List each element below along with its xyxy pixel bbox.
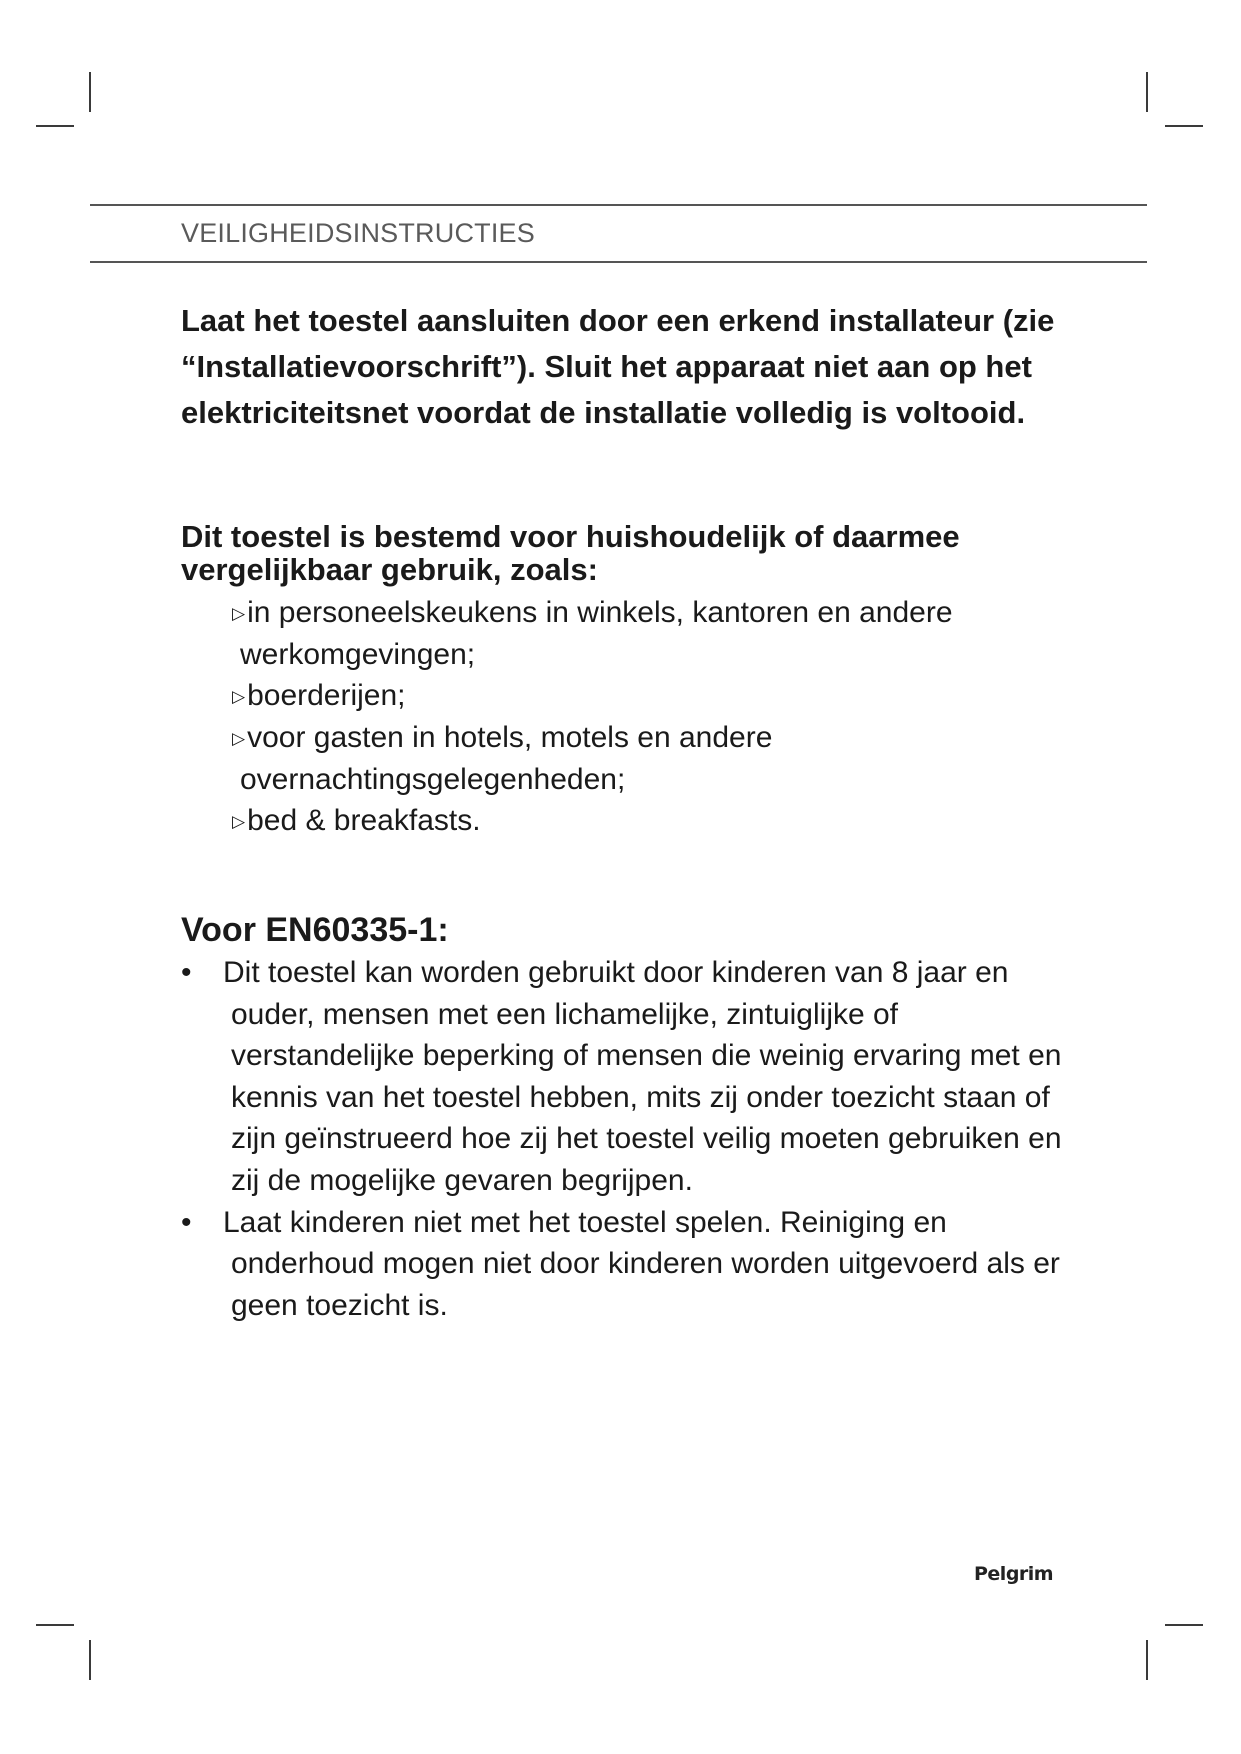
crop-mark-bottom-left-vertical: [89, 1640, 91, 1680]
triangle-bullet-icon: ▷: [232, 604, 246, 623]
triangle-bullet-icon: ▷: [232, 729, 246, 748]
en60335-heading: Voor EN60335-1:: [181, 911, 449, 949]
section-title: VEILIGHEIDSINSTRUCTIES: [181, 218, 535, 248]
list-item-text: Dit toestel kan worden gebruikt door kinderen van 8 jaar en ouder, mensen met een lichamelijke, zintuiglijke of verstandelijke beperking of mensen die weinig ervaring met en kennis van het toestel hebben, mits zij onder toezicht staan of zijn geïnstrueerd hoe zij het toestel veilig moeten gebruiken en zij de mogelijke gevaren begrijpen.: [223, 956, 1062, 1197]
list-item: [232, 592, 1082, 675]
crop-mark-top-left-vertical: [89, 72, 91, 112]
crop-mark-top-right-horizontal: [1165, 125, 1203, 127]
list-item-text: boerderijen;: [247, 679, 406, 712]
list-item: [181, 1202, 1081, 1327]
bullet-icon: •: [181, 1205, 192, 1239]
usage-list: [232, 592, 1082, 842]
triangle-bullet-icon: ▷: [232, 687, 246, 706]
header-rule-top: [90, 204, 1147, 206]
list-item-text: bed & breakfasts.: [247, 804, 481, 837]
list-item: [181, 952, 1081, 1202]
crop-mark-bottom-right-horizontal: [1165, 1624, 1203, 1626]
brand-logo: Pelgrim: [974, 1563, 1054, 1585]
header-rule-bottom: [90, 261, 1147, 263]
installation-warning: Laat het toestel aansluiten door een erkend installateur (zie “Installatievoorschrift”). Sluit het apparaat niet aan op het elektriciteitsnet voordat de installatie volledig is voltooid.: [181, 303, 1055, 430]
crop-mark-bottom-left-horizontal: [36, 1624, 74, 1626]
list-item-text: voor gasten in hotels, motels en andere: [247, 721, 773, 754]
usage-heading: Dit toestel is bestemd voor huishoudelijk of daarmee vergelijkbaar gebruik, zoals:: [181, 519, 960, 587]
list-item-text-continued: werkomgevingen;: [240, 638, 476, 671]
list-item-text-continued: overnachtingsgelegenheden;: [240, 763, 626, 796]
bullet-icon: •: [181, 956, 192, 989]
list-item-text: in personeelskeukens in winkels, kantoren en andere: [247, 596, 953, 629]
list-item: [232, 675, 1082, 717]
crop-mark-bottom-right-vertical: [1146, 1640, 1148, 1680]
list-item-text: Laat kinderen niet met het toestel spelen. Reiniging en onderhoud mogen niet door kinderen worden uitgevoerd als er geen toezicht is.: [223, 1205, 1060, 1322]
list-item: [232, 717, 1082, 800]
list-item: [232, 800, 1082, 842]
en60335-list: [181, 952, 1081, 1326]
crop-mark-top-right-vertical: [1146, 72, 1148, 112]
triangle-bullet-icon: ▷: [232, 812, 246, 831]
crop-mark-top-left-horizontal: [36, 125, 74, 127]
